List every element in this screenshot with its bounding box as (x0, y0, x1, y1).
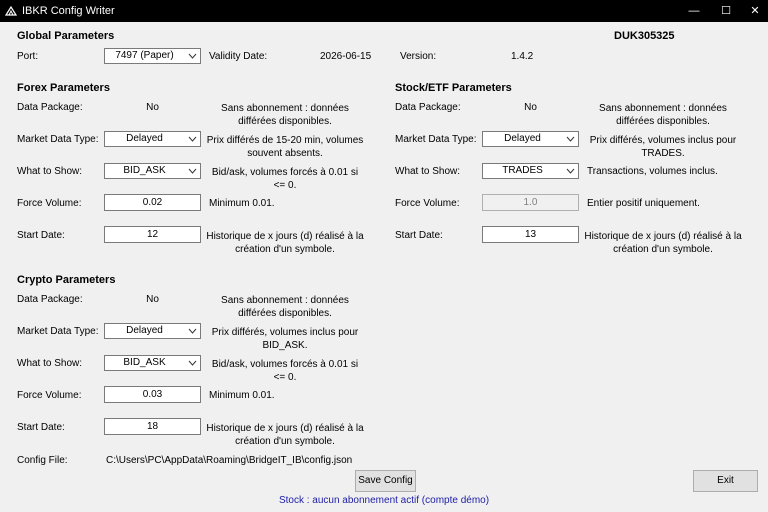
crypto-data-package-label: Data Package: (17, 294, 83, 305)
stock-what-to-show-desc: Transactions, volumes inclus. (587, 166, 718, 177)
forex-data-package-label: Data Package: (17, 102, 83, 113)
maximize-button[interactable]: ☐ (721, 5, 731, 17)
stock-force-volume-input: 1.0 (482, 194, 579, 211)
stock-force-volume-desc: Entier positif uniquement. (587, 198, 700, 209)
stock-what-to-show-select[interactable] (482, 163, 579, 179)
stock-data-package-value: No (524, 102, 537, 113)
exit-button[interactable]: Exit (693, 470, 758, 492)
forex-start-date-input[interactable]: 12 (104, 226, 201, 243)
forex-what-to-show-label: What to Show: (17, 166, 83, 177)
forex-force-volume-label: Force Volume: (17, 198, 82, 209)
title-bar (0, 0, 768, 22)
forex-what-to-show-desc: Bid/ask, volumes forcés à 0.01 si <= 0. (211, 167, 359, 191)
forex-market-data-type-desc: Prix différés de 15-20 min, volumes souvent absents. (206, 135, 364, 159)
chevron-down-icon (188, 327, 197, 335)
stock-market-data-type-desc: Prix différés, volumes inclus pour TRADES. (589, 135, 737, 159)
crypto-market-data-type-select[interactable] (104, 323, 201, 339)
config-file-path: C:\Users\PC\AppData\Roaming\BridgeIT_IB\config.json (106, 455, 353, 466)
crypto-what-to-show-label: What to Show: (17, 358, 83, 369)
stock-section-title: Stock/ETF Parameters (395, 82, 512, 94)
stock-market-data-type-value: Delayed (504, 133, 541, 144)
stock-market-data-type-select[interactable] (482, 131, 579, 147)
forex-market-data-type-value: Delayed (126, 133, 163, 144)
crypto-market-data-type-value: Delayed (126, 325, 163, 336)
stock-data-package-label: Data Package: (395, 102, 461, 113)
crypto-what-to-show-desc: Bid/ask, volumes forcés à 0.01 si <= 0. (211, 359, 359, 383)
account-id: DUK305325 (614, 30, 675, 42)
crypto-section-title: Crypto Parameters (17, 274, 116, 286)
crypto-start-date-label: Start Date: (17, 422, 65, 433)
port-select[interactable] (104, 48, 201, 64)
validity-value: 2026-06-15 (320, 51, 372, 62)
forex-force-volume-desc: Minimum 0.01. (209, 198, 275, 209)
forex-data-package-desc: Sans abonnement : données différées disponibles. (221, 103, 349, 127)
crypto-start-date-input[interactable]: 18 (104, 418, 201, 435)
stock-start-date-label: Start Date: (395, 230, 443, 241)
save-config-button[interactable]: Save Config (355, 470, 416, 492)
stock-data-package-desc: Sans abonnement : données différées disponibles. (599, 103, 727, 127)
crypto-force-volume-label: Force Volume: (17, 390, 82, 401)
crypto-data-package-value: No (146, 294, 159, 305)
crypto-force-volume-desc: Minimum 0.01. (209, 390, 275, 401)
chevron-down-icon (188, 52, 197, 60)
crypto-force-volume-input[interactable]: 0.03 (104, 386, 201, 403)
crypto-start-date-desc: Historique de x jours (d) réalisé à la création d'un symbole. (206, 423, 364, 447)
stock-force-volume-label: Force Volume: (395, 198, 460, 209)
forex-section-title: Forex Parameters (17, 82, 110, 94)
minimize-button[interactable]: — (688, 5, 700, 17)
crypto-market-data-type-label: Market Data Type: (17, 326, 99, 337)
chevron-down-icon (188, 135, 197, 143)
close-button[interactable]: ✕ (750, 5, 760, 17)
port-select-value: 7497 (Paper) (115, 50, 174, 61)
app-icon (5, 5, 17, 17)
stock-market-data-type-label: Market Data Type: (395, 134, 477, 145)
forex-force-volume-input[interactable]: 0.02 (104, 194, 201, 211)
forex-market-data-type-select[interactable] (104, 131, 201, 147)
forex-what-to-show-value: BID_ASK (123, 165, 166, 176)
port-label: Port: (17, 51, 39, 62)
stock-what-to-show-label: What to Show: (395, 166, 461, 177)
chevron-down-icon (188, 167, 197, 175)
chevron-down-icon (566, 167, 575, 175)
config-file-label: Config File: (17, 455, 68, 466)
chevron-down-icon (566, 135, 575, 143)
stock-start-date-desc: Historique de x jours (d) réalisé à la création d'un symbole. (584, 231, 742, 255)
stock-start-date-input[interactable]: 13 (482, 226, 579, 243)
window-title: IBKR Config Writer (22, 5, 115, 17)
forex-market-data-type-label: Market Data Type: (17, 134, 99, 145)
version-value: 1.4.2 (511, 51, 534, 62)
crypto-market-data-type-desc: Prix différés, volumes inclus pour BID_ASK. (211, 327, 359, 351)
global-section-title: Global Parameters (17, 30, 115, 42)
crypto-data-package-desc: Sans abonnement : données différées disponibles. (221, 295, 349, 319)
forex-what-to-show-select[interactable] (104, 163, 201, 179)
validity-label: Validity Date: (209, 51, 268, 62)
crypto-what-to-show-select[interactable] (104, 355, 201, 371)
forex-data-package-value: No (146, 102, 159, 113)
chevron-down-icon (188, 359, 197, 367)
forex-start-date-desc: Historique de x jours (d) réalisé à la création d'un symbole. (206, 231, 364, 255)
crypto-what-to-show-value: BID_ASK (123, 357, 166, 368)
version-label: Version: (400, 51, 437, 62)
forex-start-date-label: Start Date: (17, 230, 65, 241)
stock-what-to-show-value: TRADES (502, 165, 543, 176)
status-message: Stock : aucun abonnement actif (compte démo) (278, 495, 490, 506)
